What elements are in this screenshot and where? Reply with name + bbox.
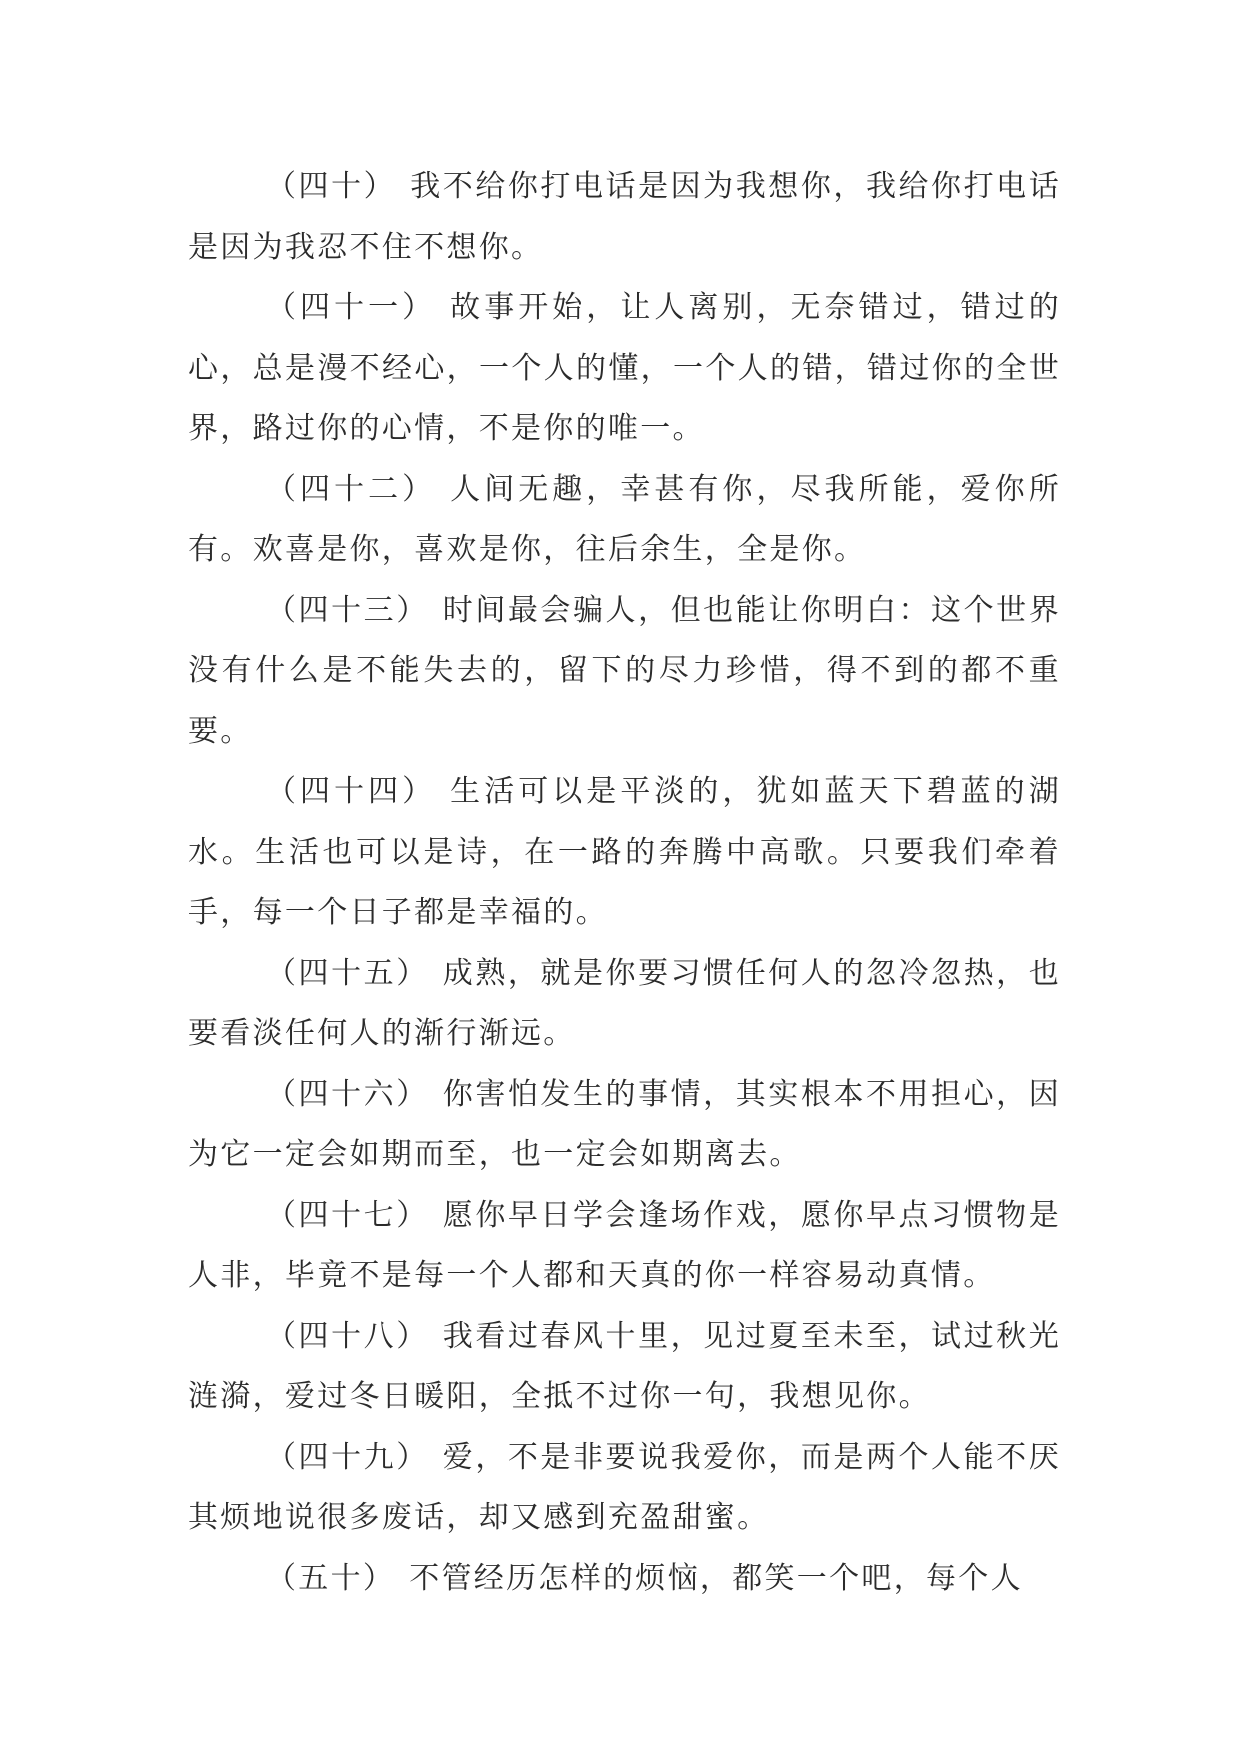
paragraph-text: 人间无趣，幸甚有你，尽我所能，爱你所有。欢喜是你，喜欢是你，往后余生，全是你。 bbox=[188, 471, 1062, 567]
paragraph-text: 我不给你打电话是因为我想你，我给你打电话是因为我忍不住不想你。 bbox=[188, 169, 1062, 265]
paragraph-41 bbox=[188, 278, 1061, 460]
paragraph-text: 时间最会骗人，但也能让你明白：这个世界没有什么是不能失去的，留下的尽力珍惜，得不到的都不重要。 bbox=[188, 592, 1062, 749]
paragraph-number: （四十三） bbox=[266, 592, 429, 628]
paragraph-47 bbox=[188, 1186, 1061, 1307]
paragraph-43 bbox=[188, 581, 1061, 763]
paragraph-number: （四十四） bbox=[266, 774, 437, 809]
paragraph-40 bbox=[188, 157, 1061, 278]
paragraph-45 bbox=[188, 944, 1061, 1065]
paragraph-text: 生活可以是平淡的，犹如蓝天下碧蓝的湖水。生活也可以是诗，在一路的奔腾中高歌。只要我们牵着手，每一个日子都是幸福的。 bbox=[188, 774, 1062, 930]
paragraph-number: （四十六） bbox=[266, 1076, 429, 1112]
paragraph-text: 不管经历怎样的烦恼，都笑一个吧，每个人 bbox=[409, 1560, 1023, 1596]
paragraph-50 bbox=[188, 1549, 1061, 1610]
paragraph-42 bbox=[188, 460, 1061, 581]
paragraph-text: 成熟，就是你要习惯任何人的忽冷忽热，也要看淡任何人的渐行渐远。 bbox=[188, 955, 1062, 1051]
paragraph-46 bbox=[188, 1065, 1061, 1186]
paragraph-number: （四十一） bbox=[266, 290, 437, 325]
paragraph-49 bbox=[188, 1428, 1061, 1549]
paragraph-number: （四十） bbox=[266, 169, 397, 204]
paragraph-number: （四十八） bbox=[266, 1318, 429, 1354]
paragraph-text: 故事开始，让人离别，无奈错过，错过的心，总是漫不经心，一个人的懂，一个人的错，错过你的全世界，路过你的心情，不是你的唯一。 bbox=[188, 290, 1062, 446]
paragraph-text: 我看过春风十里，见过夏至未至，试过秋光涟漪，爱过冬日暖阳，全抵不过你一句，我想见你。 bbox=[188, 1318, 1062, 1414]
paragraph-number: （四十七） bbox=[266, 1197, 429, 1233]
paragraph-number: （四十二） bbox=[266, 471, 437, 507]
paragraph-text: 愿你早日学会逢场作戏，愿你早点习惯物是人非，毕竟不是每一个人都和天真的你一样容易动真情。 bbox=[188, 1197, 1062, 1293]
paragraph-number: （五十） bbox=[266, 1560, 396, 1596]
paragraph-number: （四十九） bbox=[266, 1439, 429, 1475]
paragraph-text: 你害怕发生的事情，其实根本不用担心，因为它一定会如期而至，也一定会如期离去。 bbox=[188, 1076, 1062, 1172]
paragraph-44 bbox=[188, 762, 1061, 944]
paragraph-48 bbox=[188, 1307, 1061, 1428]
paragraph-text: 爱，不是非要说我爱你，而是两个人能不厌其烦地说很多废话，却又感到充盈甜蜜。 bbox=[188, 1439, 1062, 1535]
document-page bbox=[188, 157, 1061, 1609]
paragraph-number: （四十五） bbox=[266, 955, 429, 991]
